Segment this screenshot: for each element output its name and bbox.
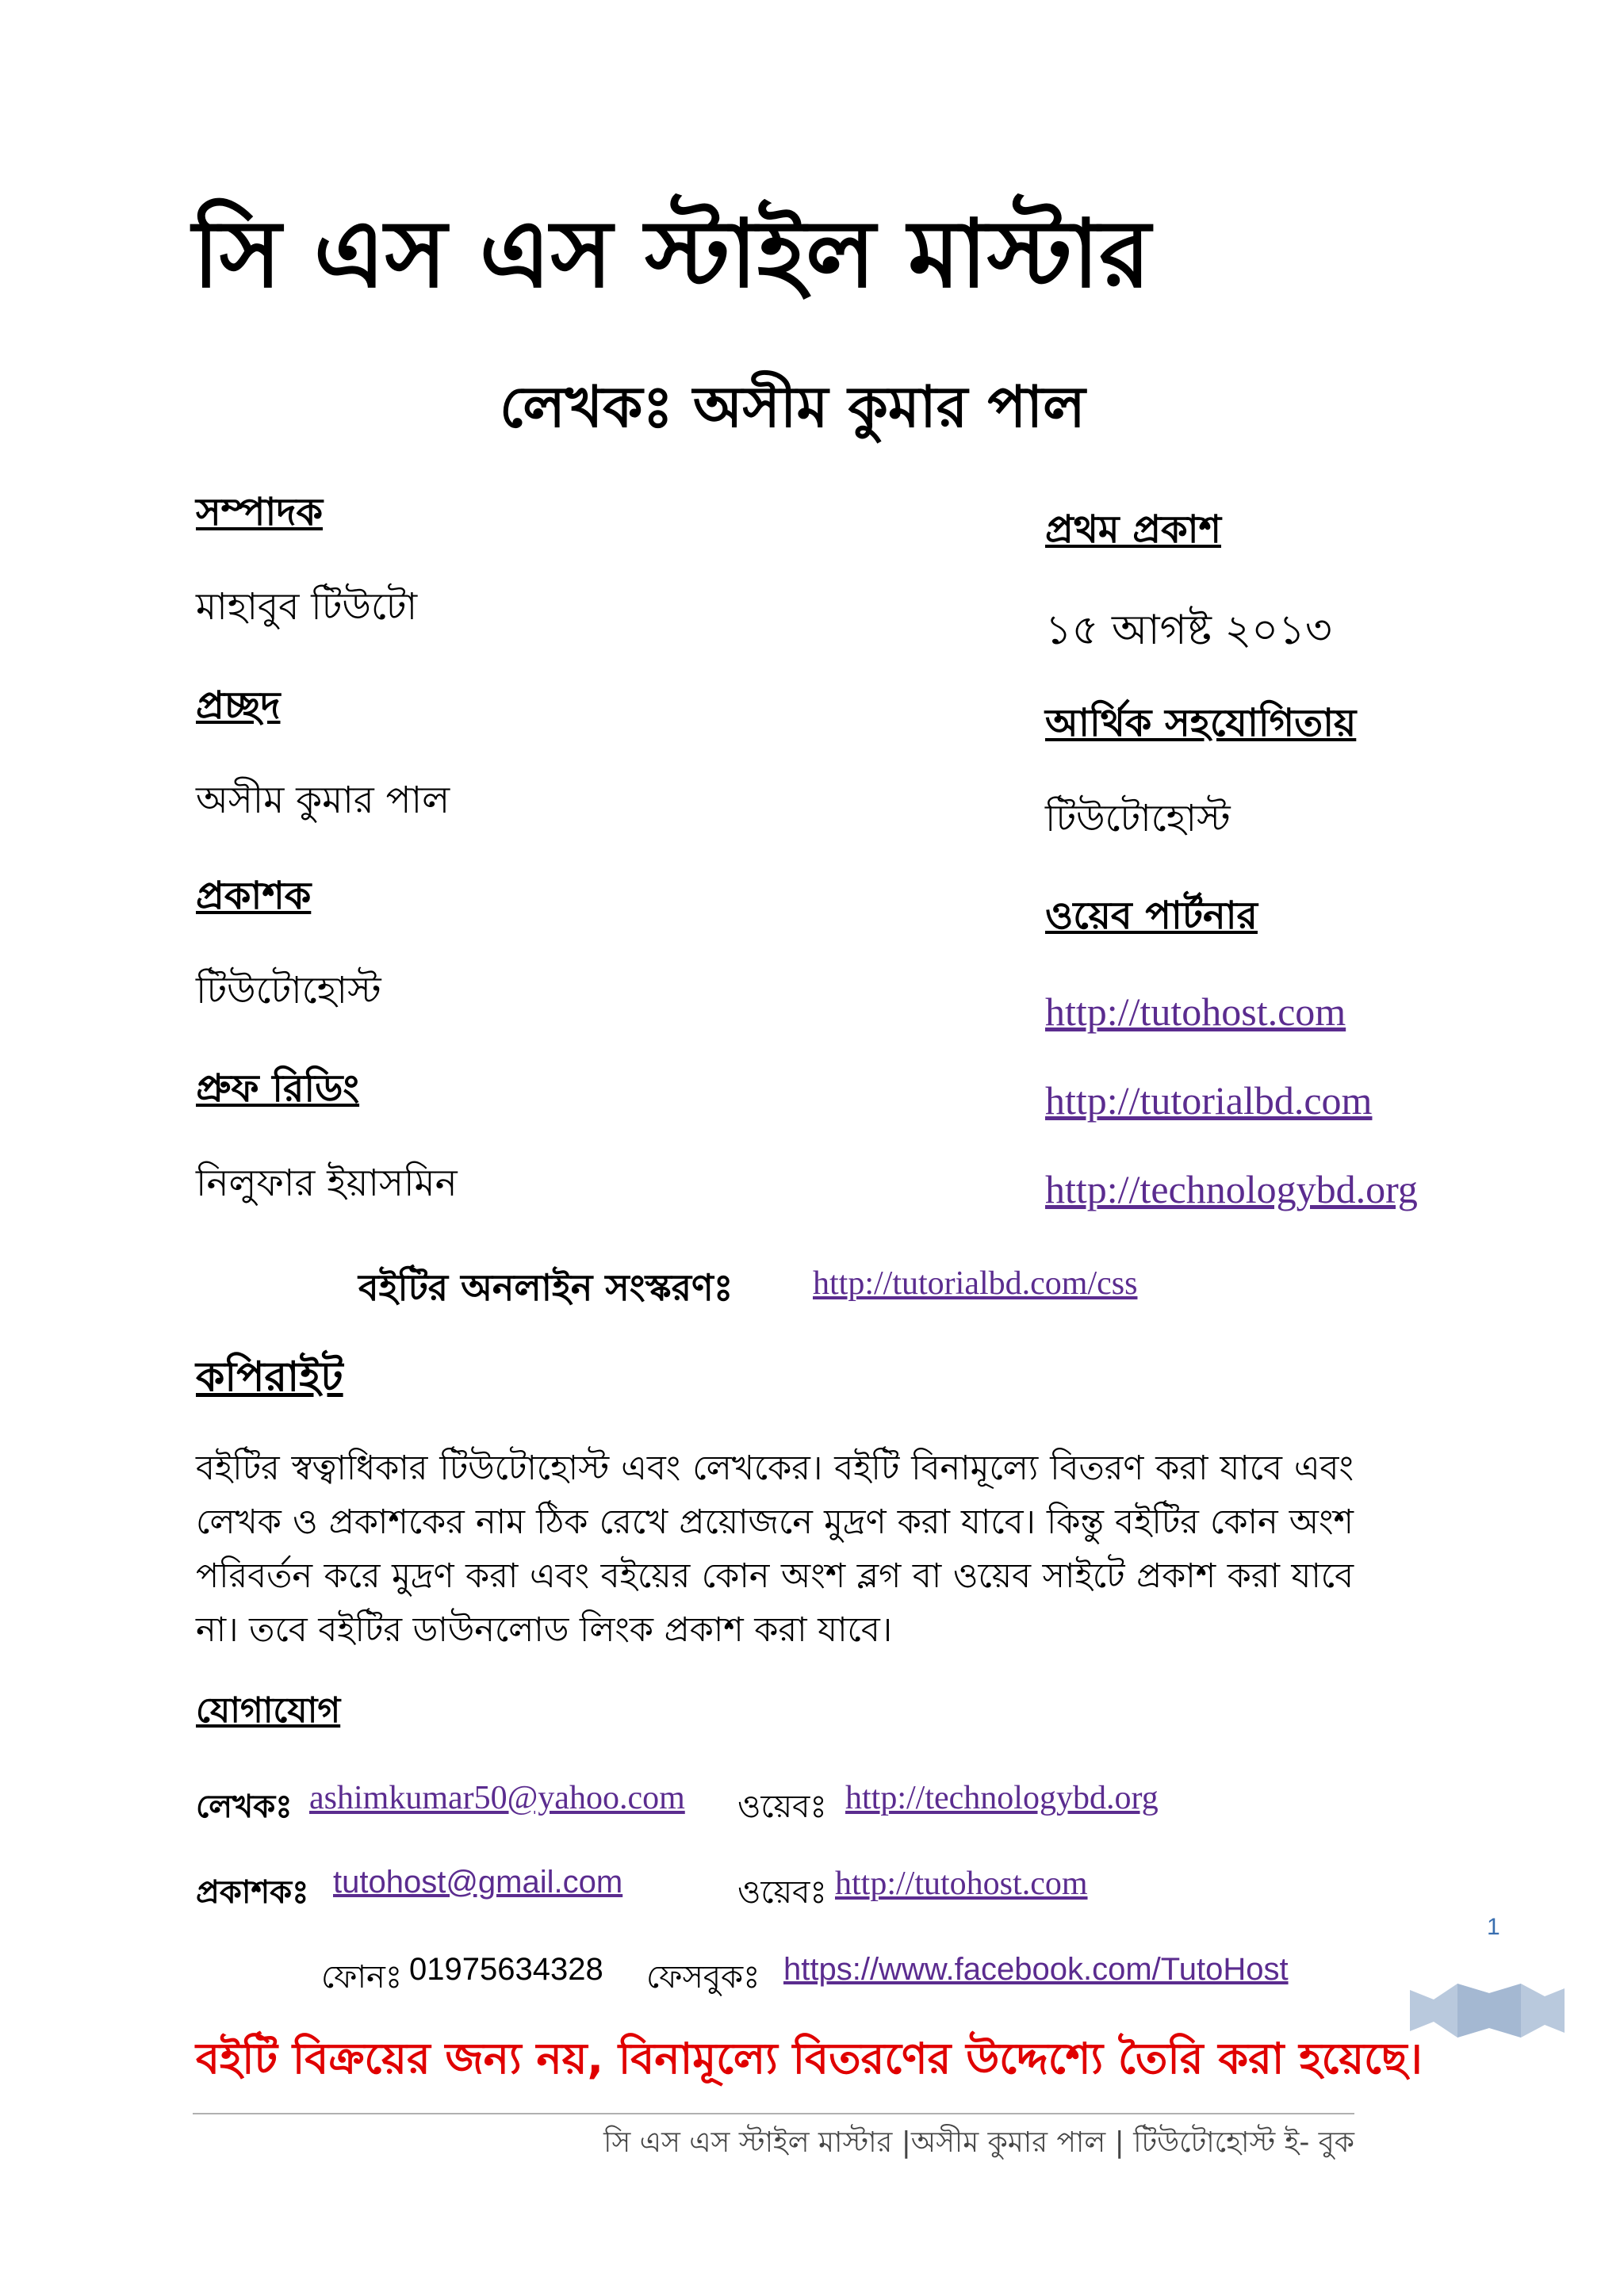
cover-label: প্রচ্ছদ — [196, 683, 281, 728]
book-title: সি এস এস স্টাইল মাস্টার — [193, 199, 1151, 308]
partner-link-tutohost[interactable]: http://tutohost.com — [1045, 989, 1346, 1034]
editor-label: সম্পাদক — [196, 490, 324, 534]
book-author: লেখকঃ অসীম কুমার পাল — [500, 373, 1086, 440]
online-edition-label: বইটির অনলাইন সংস্করণঃ — [358, 1266, 733, 1309]
publisher-web-label: ওয়েবঃ — [737, 1874, 827, 1911]
author-web-link[interactable]: http://technologybd.org — [845, 1780, 1159, 1816]
contact-author-label: লেখকঃ — [196, 1789, 293, 1825]
online-edition-link[interactable]: http://tutorialbd.com/css — [813, 1265, 1138, 1302]
publisher-email-link[interactable]: tutohost@gmail.com — [333, 1865, 623, 1900]
page-number: 1 — [1487, 1914, 1500, 1940]
contact-heading: যোগাযোগ — [196, 1690, 341, 1731]
page-footer: সি এস এস স্টাইল মাস্টার |অসীম কুমার পাল | টিউটোহোস্ট ই- বুক — [603, 2126, 1354, 2159]
publisher-web-link[interactable]: http://tutohost.com — [835, 1866, 1088, 1902]
partner-link-technologybd[interactable]: http://technologybd.org — [1045, 1167, 1418, 1211]
proof-value: নিলুফার ইয়াসমিন — [196, 1161, 458, 1205]
page-ribbon-decoration — [1410, 1982, 1565, 2039]
copyright-text: বইটির স্বত্বাধিকার টিউটোহোস্ট এবং লেখকের। বইটি বিনামূল্যে বিতরণ করা যাবে এবং লেখক ও প্রকাশকের নাম ঠিক রেখে প্রয়োজনে মুদ্রণ করা যাবে। কিন্তু বইটির কোন অংশ পরিবর্তন করে মুদ্রণ করা এবং বইয়ের কোন অংশ ব্লগ বা ওয়েব সাইটে প্রকাশ করা যাবে না। তবে বইটির ডাউনলোড লিংক প্রকাশ করা যাবে। — [196, 1448, 1354, 1650]
phone-number: 01975634328 — [409, 1952, 603, 1987]
cover-value: অসীম কুমার পাল — [196, 779, 450, 822]
phone-label: ফোনঃ — [321, 1959, 403, 1996]
first-publication-label: প্রথম প্রকাশ — [1045, 507, 1222, 552]
facebook-label: ফেসবুকঃ — [646, 1959, 760, 1996]
web-partner-label: ওয়েব পার্টনার — [1045, 894, 1258, 938]
proof-label: প্রুফ রিডিং — [196, 1066, 360, 1111]
publisher-value: টিউটোহোস্ট — [196, 969, 381, 1012]
author-email-link[interactable]: ashimkumar50@yahoo.com — [309, 1780, 685, 1816]
sponsor-value: টিউটোহোস্ট — [1045, 797, 1231, 840]
first-publication-value: ১৫ আগষ্ট ২০১৩ — [1045, 607, 1332, 654]
editor-value: মাহাবুব টিউটো — [196, 585, 418, 629]
footer-divider — [193, 2113, 1354, 2114]
sponsor-label: আর্থিক সহযোগিতায় — [1045, 701, 1357, 745]
author-web-label: ওয়েবঃ — [737, 1789, 827, 1825]
facebook-link[interactable]: https://www.facebook.com/TutoHost — [783, 1952, 1289, 1987]
partner-link-tutorialbd[interactable]: http://tutorialbd.com — [1045, 1078, 1373, 1123]
free-distribution-notice: বইটি বিক্রয়ের জন্য নয়, বিনামূল্যে বিতরণের উদ্দেশ্যে তৈরি করা হয়েছে। — [196, 2034, 1423, 2084]
copyright-heading: কপিরাইট — [196, 1353, 343, 1401]
publisher-label: প্রকাশক — [196, 874, 312, 918]
contact-publisher-label: প্রকাশকঃ — [196, 1874, 309, 1911]
